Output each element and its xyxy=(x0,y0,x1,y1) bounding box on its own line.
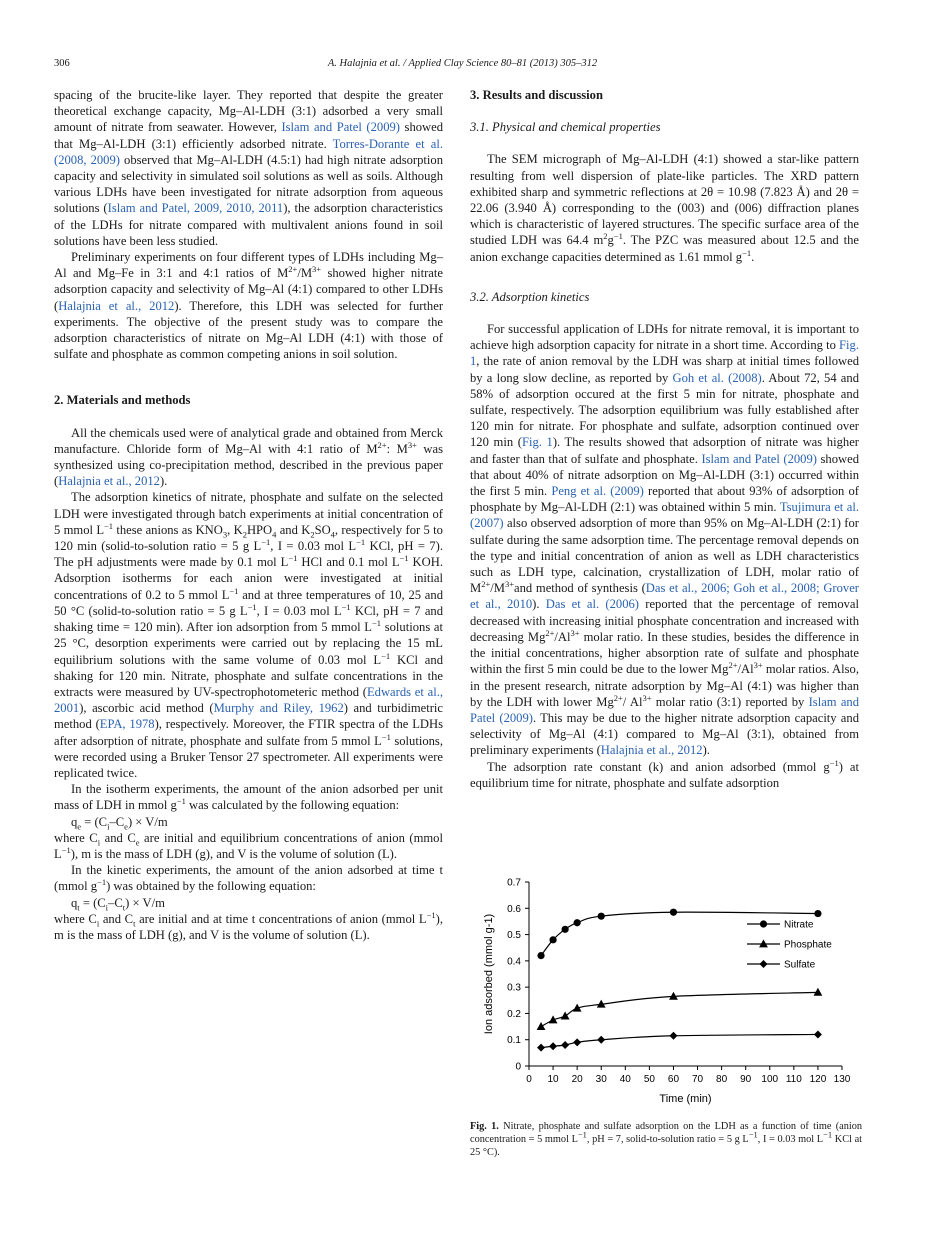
nitrate-data-point xyxy=(598,913,605,920)
x-tick-label: 90 xyxy=(740,1074,752,1085)
x-tick-label: 20 xyxy=(571,1074,583,1085)
x-tick-label: 100 xyxy=(761,1074,779,1085)
x-tick-label: 80 xyxy=(716,1074,728,1085)
citation-link[interactable]: EPA, 1978 xyxy=(99,717,155,732)
x-tick-label: 130 xyxy=(833,1074,851,1085)
subsection-heading-properties: 3.1. Physical and chemical properties xyxy=(470,120,661,135)
nitrate-series-line xyxy=(541,912,818,955)
citation-link[interactable]: Halajnia et al., 2012 xyxy=(58,298,175,313)
citation-link[interactable]: Islam and Patel (2009) xyxy=(701,451,817,466)
citation-link[interactable]: Islam and Patel (2009) xyxy=(281,120,400,135)
sulfate-data-point xyxy=(573,1038,581,1046)
citation-link[interactable]: Murphy and Riley, 1962 xyxy=(213,701,344,716)
figure-link[interactable]: Fig. 1 xyxy=(470,338,859,369)
citation-link[interactable]: Tsujimura et al. (2007) xyxy=(470,500,859,531)
citation-link[interactable]: Islam and Patel, 2009, 2010, 2011 xyxy=(107,201,284,216)
paragraph-6: where $C_i$ and $C_e$ are initial and equilibrium concentrations of anion (mmol $L^{-1}$), m is the mass of LDH (g), and V is the volume of solution (L). xyxy=(54,830,443,861)
y-tick-label: 0.3 xyxy=(507,982,521,994)
figure-link[interactable]: Fig. 1 xyxy=(521,435,553,450)
sulfate-data-point xyxy=(814,1030,822,1038)
left-column xyxy=(54,87,443,943)
paragraph-9: The SEM micrograph of Mg–Al-LDH (4:1) showed a star-like pattern resulting from well dispersion of plate-like particles. The XRD pattern exhibited sharp and symmetric reflections at 2θ = 10.98 (7.823 Å) and 2θ = 22.06 (3.940 Å) corresponding to the (003) and (006) diffraction planes which is characteristic of layered structures. The specific surface area of the studied LDH was 64.4 $m^2g^{-1}$. The PZC was measured about 12.5 and the anion exchange capacities determined as 1.61 mmol $g^{-1}$. xyxy=(470,152,859,264)
page-number: 306 xyxy=(54,58,70,69)
legend-marker-sulfate xyxy=(760,960,768,968)
citation-link[interactable]: Torres-Dorante et al. (2008, 2009) xyxy=(54,136,443,167)
x-tick-label: 0 xyxy=(526,1074,532,1085)
x-tick-label: 70 xyxy=(691,1074,704,1085)
sulfate-series-line xyxy=(541,1034,818,1047)
phosphate-data-point xyxy=(537,1022,546,1030)
legend-label-nitrate: Nitrate xyxy=(784,919,814,931)
paragraph-11: The adsorption rate constant (k) and anion adsorbed (mmol $g^{-1}$) at equilibrium time for nitrate, phosphate and sulfate adsorption xyxy=(470,757,859,790)
citation-link[interactable]: Halajnia et al., 2012 xyxy=(600,743,703,758)
sulfate-data-point xyxy=(549,1042,557,1050)
nitrate-data-point xyxy=(537,952,544,959)
sulfate-data-point xyxy=(597,1036,605,1044)
nitrate-data-point xyxy=(670,909,677,916)
citation-link[interactable]: Edwards et al., 2001 xyxy=(54,684,444,716)
y-tick-label: 0.2 xyxy=(507,1008,521,1020)
adsorption-chart xyxy=(470,872,862,1112)
y-tick-label: 0 xyxy=(515,1061,521,1073)
citation-link[interactable]: Das et al. (2006) xyxy=(545,597,639,612)
y-tick-label: 0.4 xyxy=(507,956,521,968)
x-axis-label: Time (min) xyxy=(659,1093,712,1105)
subsection-heading-kinetics: 3.2. Adsorption kinetics xyxy=(470,289,590,304)
nitrate-data-point xyxy=(549,936,556,943)
section-heading-materials: 2. Materials and methods xyxy=(54,393,191,408)
figure-caption: Fig. 1. Nitrate, phosphate and sulfate adsorption on the LDH as a function of time (anion concentration = 5 mmol $L^{-1}$, pH = 7, solid-to-solution ratio = 5 g $L^{-1}$, I = 0.03 mol $L^{-1}$ KCl at 25 °C). xyxy=(470,1121,863,1158)
citation-link[interactable]: Das et al., 2006; Goh et al., 2008; Grover et al., 2010 xyxy=(470,581,859,612)
citation-link[interactable]: Goh et al. (2008) xyxy=(672,370,762,385)
phosphate-series-line xyxy=(541,992,818,1026)
nitrate-data-point xyxy=(814,910,821,917)
sulfate-data-point xyxy=(561,1041,569,1049)
paragraph-4: The adsorption kinetics of nitrate, phosphate and sulfate on the selected LDH were investigated through batch experiments at initial concentration of 5 mmol $L^{-1}$ these anions as $KNO_3$, $K_2HPO_4$ and $K_2SO_4$, respectively for 5 to 120 min (solid-to-solution ratio = 5 g $L^{-1}$, I = 0.03 mol $L^{-1}$ KCl, pH = 7). The pH adjustments were made by 0.1 mol $L^{-1}$ HCl and 0.1 mol $L^{-1}$ KOH. Adsorption isotherms for each anion were investigated at initial concentrations of 0.2 to 5 mmol $L^{-1}$ and at three temperatures of 10, 25 and 50 °C (solid-to-solution ratio = 5 g $L^{-1}$, I = 0.03 mol $L^{-1}$ KCl, pH = 7 and shaking time = 120 min). After ion adsorption from 5 mmol $L^{-1}$ solutions at 25 °C, desorption experiments were carried out by replacing the 15 mL equilibrium solutions with the same volume of 0.03 mol $L^{-1}$ KCl and shaking for 120 min. Nitrate, phosphate and sulfate concentrations in the extracts were measured by UV-spectrophotometeric method (Edwards et al., 2001), ascorbic acid method (Murphy and Riley, 1962) and turbidimetric method (EPA, 1978), respectively. Moreover, the FTIR spectra of the LDHs after adsorption of nitrate, phosphate and sulfate from 5 mmol $L^{-1}$ solutions, were recorded using a Bruker Tensor 27 spectrometer. All experiments were replicated twice. xyxy=(54,490,444,780)
paragraph-10: For successful application of LDHs for nitrate removal, it is important to achieve high adsorption capacity for nitrate in a short time. According to Fig. 1, the rate of anion removal by the LDH was sharp at initial times followed by a long slow decline, as reported by Goh et al. (2008). About 72, 54 and 58% of adsorption occured at the first 5 min for nitrate, phosphate and sulfate, respectively. The adsorption equilibrium was fully established after 120 min for nitrate. For phosphate and sulfate, adsorption continued over 120 min (Fig. 1). The results showed that adsorption of nitrate was higher and faster than that of sulfate and phosphate. Islam and Patel (2009) showed that about 40% of nitrate adsorption on Mg–Al-LDH (3:1) occurred within the first 5 min. Peng et al. (2009) reported that about 93% of adsorption of phosphate by Mg–Al-LDH (2:1) was obtained within 5 min. Tsujimura et al. (2007) also observed adsorption of more than 95% on Mg–Al-LDH (2:1) for sulfate during the same adsorption time. The percentage removal depends on the type and initial concentration of anion as well as LDH characteristics such as LDH type, calcination, crystallization of LDH, molar ratio of $M^{2+}/M^{3+}and$ method of synthesis (Das et al., 2006; Goh et al., 2008; Grover et al., 2010). Das et al. (2006) reported that the percentage of removal decreased with increasing initial phosphate concentration and increased with decreasing $Mg^{2+}/Al^{3+}$ molar ratio. In these studies, besides the difference in the initial concentrations, higher absorption rate of sulfate and phosphate within the first 5 min could be due to the lower $Mg^{2+}/Al^{3+}$ molar ratios. Also, in the present research, nitrate adsorption by Mg–Al (4:1) was higher than by the LDH with lower $Mg^{2+}/$ $Al^{3+}$ molar ratio (3:1) reported by Islam and Patel (2009). This may be due to the higher nitrate adsorption capacity and selectivity of Mg–Al (4:1) compared to Mg–Al (3:1), obtained from preliminary experiments (Halajnia et al., 2012). xyxy=(470,322,860,758)
nitrate-data-point xyxy=(562,926,569,933)
x-tick-label: 40 xyxy=(619,1074,631,1085)
sulfate-data-point xyxy=(669,1032,677,1040)
x-tick-label: 120 xyxy=(809,1074,827,1085)
equation-qe: $q_e = (C_i-C_e) \times V/m$ xyxy=(71,814,168,832)
paragraph-8: where $C_i$ and $C_t$ are initial and at time t concentrations of anion (mmol $L^{-1}$), m is the mass of LDH (g), and V is the volume of solution (L). xyxy=(54,909,443,942)
figure-1 xyxy=(470,872,862,1159)
y-tick-label: 0.6 xyxy=(507,903,521,915)
citation-link[interactable]: Halajnia et al., 2012 xyxy=(58,474,160,489)
citation-link[interactable]: Peng et al. (2009) xyxy=(551,484,644,499)
citation-link[interactable]: Islam and Patel (2009) xyxy=(470,694,860,725)
equation-qt: $q_t = (C_i-C_t) \times V/m$ xyxy=(71,895,165,913)
x-tick-label: 30 xyxy=(595,1074,607,1085)
x-tick-label: 10 xyxy=(547,1074,559,1085)
legend-label-phosphate: Phosphate xyxy=(784,939,832,951)
nitrate-data-point xyxy=(574,919,581,926)
section-heading-results: 3. Results and discussion xyxy=(470,88,603,102)
paragraph-5: In the isotherm experiments, the amount of the anion adsorbed per unit mass of LDH in mmol $g^{-1}$ was calculated by the following equation: xyxy=(54,782,443,813)
x-tick-label: 60 xyxy=(667,1074,680,1085)
sulfate-data-point xyxy=(537,1044,545,1052)
legend-label-sulfate: Sulfate xyxy=(784,959,816,971)
y-axis-label: Ion adsorbed (mmol g-1) xyxy=(483,913,495,1035)
paragraph-1: spacing of the brucite-like layer. They reported that despite the greater theoretical exchange capacity, Mg–Al-LDH (3:1) adsorbed a very small amount of nitrate from seawater. However, Islam and Patel (2009) showed that Mg–Al-LDH (3:1) efficiently adsorbed nitrate. Torres-Dorante et al. (2008, 2009) observed that Mg–Al-LDH (4.5:1) had high nitrate adsorption capacity and selectivity in simulated soil solutions as well as soils. Although various LDHs have been investigated for nitrate adsorption from aqueous solutions (Islam and Patel, 2009, 2010, 2011), the adsorption characteristics of the LDHs for nitrate compared with multivalent anions found in soil solutions have been less studied. xyxy=(54,88,444,248)
y-tick-label: 0.7 xyxy=(507,877,521,889)
paragraph-2: Preliminary experiments on four different types of LDHs including Mg–Al and Mg–Fe in 3:1 and 4:1 ratios of $M^{2+}/M^{3+}$ showed higher nitrate adsorption capacity and selectivity of Mg–Al (4:1) compared to other LDHs (Halajnia et al., 2012). Therefore, this LDH was selected for further experiments. The objective of the present study was to compare the adsorption characteristics of nitrate on Mg–Al LDH (4:1) with those of sulfate and phosphate as common competing anions in soil solution. xyxy=(54,250,444,362)
x-tick-label: 50 xyxy=(643,1074,655,1085)
journal-citation: A. Halajnia et al. / Applied Clay Science 80–81 (2013) 305–312 xyxy=(327,58,598,69)
y-tick-label: 0.5 xyxy=(507,930,521,942)
right-column xyxy=(470,87,859,791)
phosphate-data-point xyxy=(561,1011,570,1019)
phosphate-data-point xyxy=(814,988,823,996)
legend-marker-nitrate xyxy=(760,920,767,927)
paragraph-3: All the chemicals used were of analytical grade and obtained from Merck manufacture. Chloride form of Mg–Al with 4:1 ratio of $M^{2+}$: $M^{3+}$ was synthesized using co-precipitation method, described in the previous paper (Halajnia et al., 2012). xyxy=(54,425,443,489)
x-tick-label: 110 xyxy=(785,1074,802,1085)
paragraph-7: In the kinetic experiments, the amount of the anion adsorbed at time t (mmol $g^{-1}$) was obtained by the following equation: xyxy=(54,863,443,894)
y-tick-label: 0.1 xyxy=(507,1035,521,1047)
running-header xyxy=(54,58,871,72)
